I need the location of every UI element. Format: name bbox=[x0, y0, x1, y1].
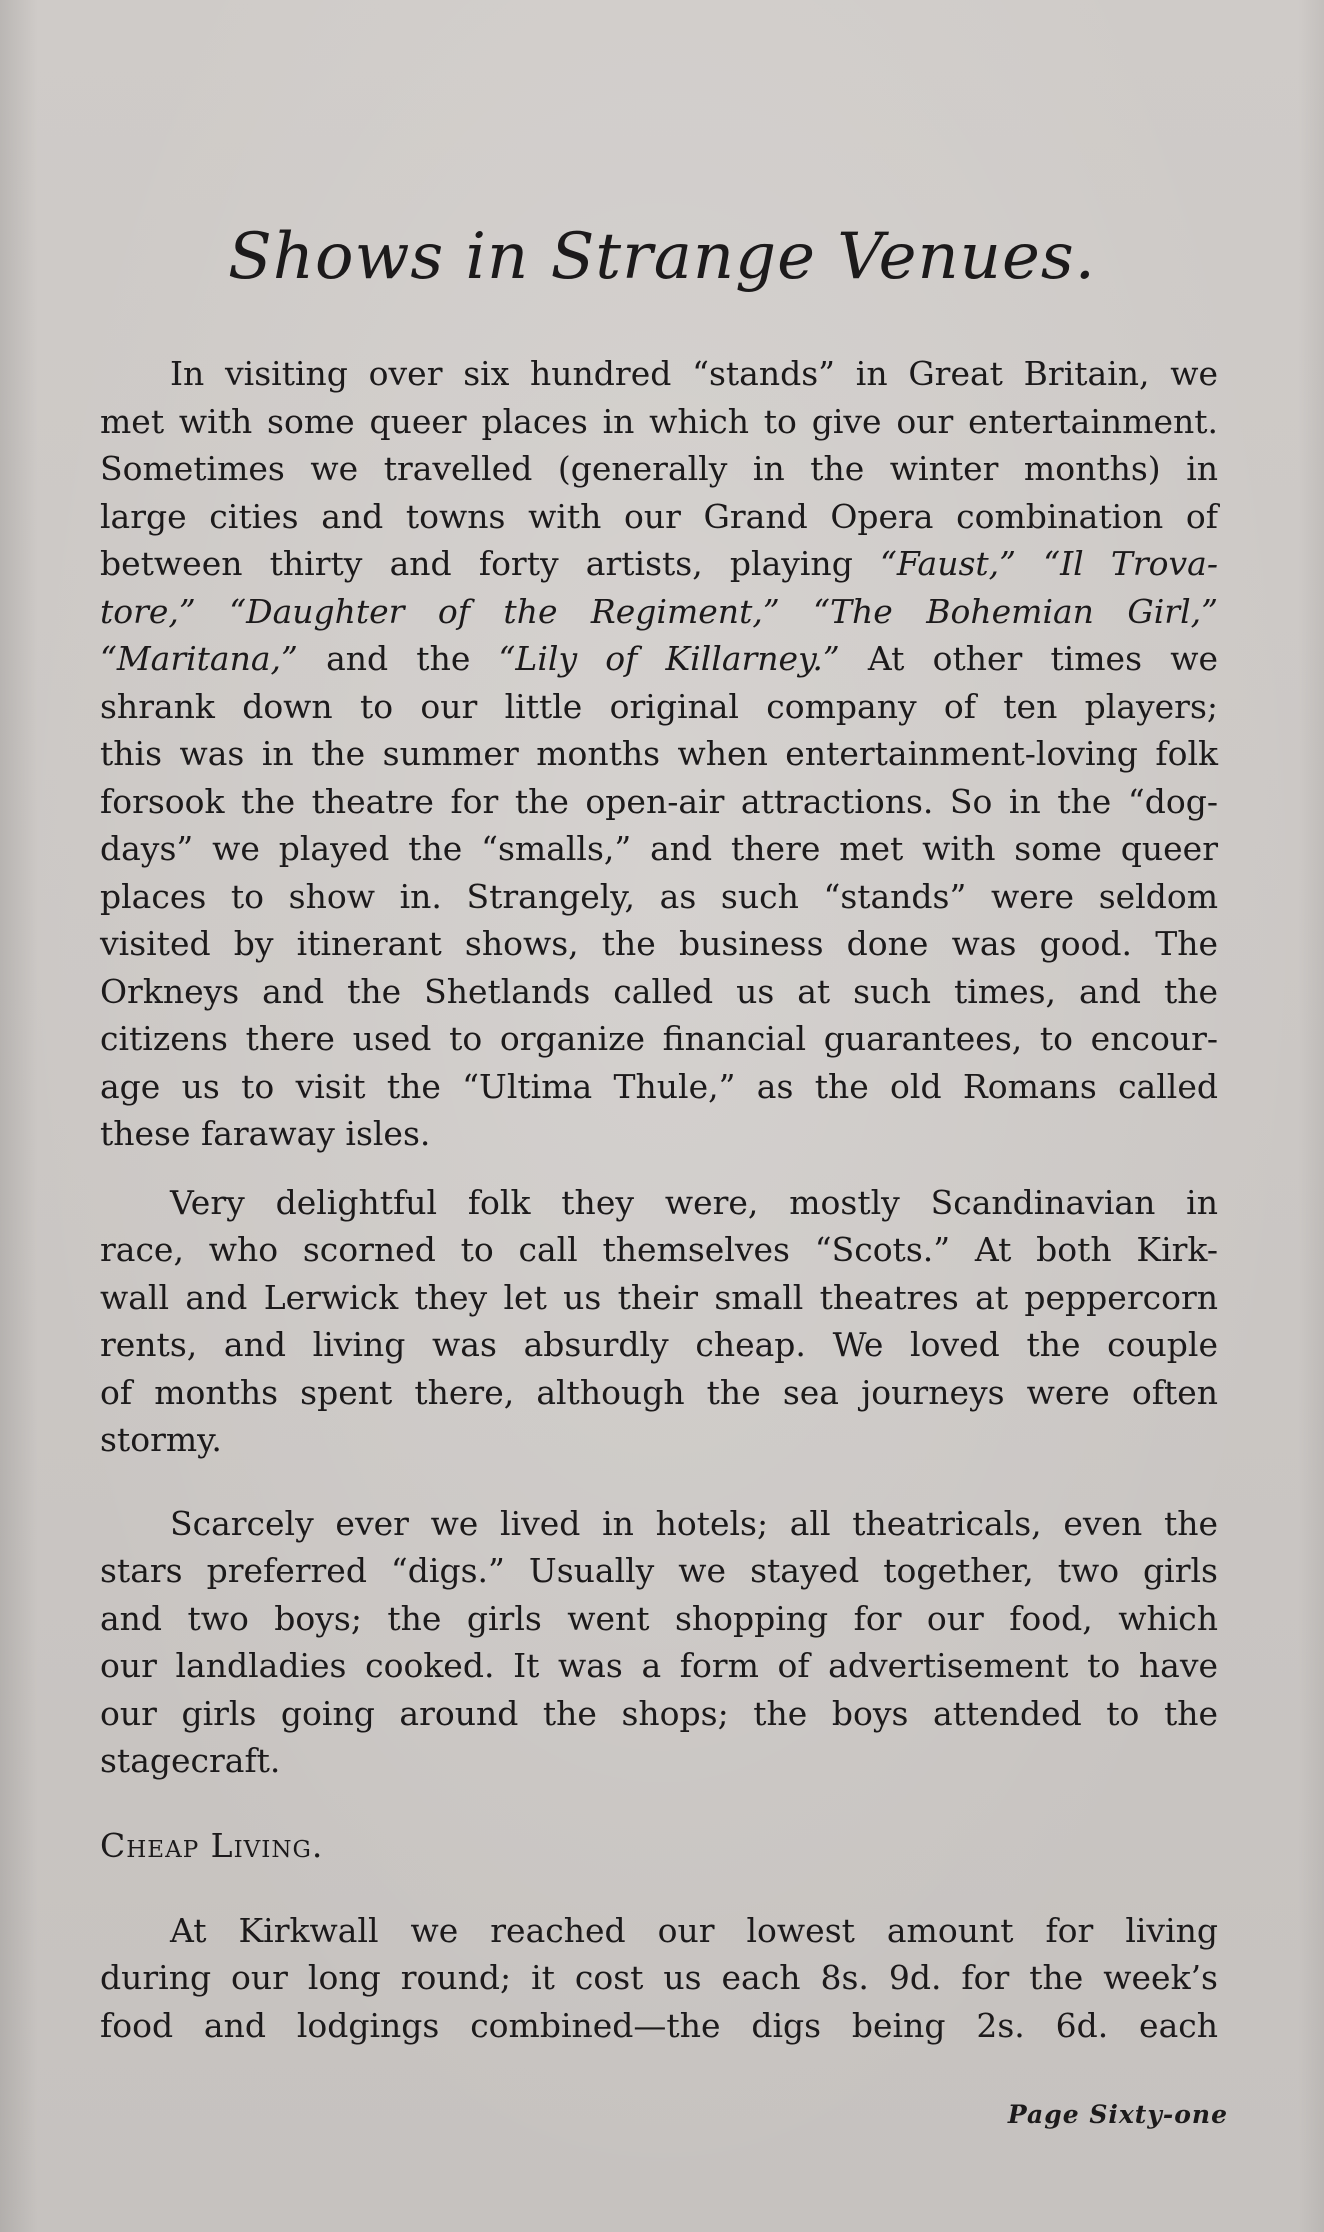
text-line: these faraway isles. bbox=[100, 1114, 431, 1153]
text-line: Orkneys and the Shetlands called us at such times, and the bbox=[100, 971, 1218, 1011]
text-line: rents, and living was absurdly cheap. We loved the couple bbox=[100, 1325, 1218, 1364]
text-line: during our long round; it cost us each 8s. 9d. for the week’s bbox=[100, 1958, 1218, 1997]
text-line: wall and Lerwick they let us their small theatres at peppercorn bbox=[100, 1277, 1218, 1317]
paragraph-gap bbox=[100, 1158, 1218, 1179]
text-line: citizens there used to organize financial guarantees, to encour- bbox=[100, 1019, 1218, 1058]
paragraph-gap bbox=[100, 1464, 1218, 1500]
text-line: our landladies cooked. It was a form of advertisement to have bbox=[100, 1646, 1218, 1685]
text-line: race, who scorned to call themselves “Scots.” At both Kirk- bbox=[100, 1230, 1218, 1269]
text-line: stars preferred “digs.” Usually we stayed together, two girls bbox=[100, 1551, 1218, 1590]
paragraph-gap bbox=[100, 1785, 1218, 1821]
text-line: and two boys; the girls went shopping for our food, which bbox=[100, 1598, 1218, 1638]
text-line: In visiting over six hundred “stands” in Great Britain, we bbox=[170, 354, 1218, 393]
text-line: Scarcely ever we lived in hotels; all theatricals, even the bbox=[170, 1503, 1218, 1543]
text-line: places to show in. Strangely, as such “stands” were seldom bbox=[100, 876, 1218, 916]
text-line bbox=[100, 540, 1218, 588]
text-line: forsook the theatre for the open-air attractions. So in the “dog- bbox=[100, 781, 1218, 821]
text-line: days” we played the “smalls,” and there met with some queer bbox=[100, 829, 1218, 868]
text-line: visited by itinerant shows, the business done was good. The bbox=[100, 924, 1218, 963]
text-line: this was in the summer months when entertainment-loving folk bbox=[100, 734, 1218, 773]
page-title: Shows in Strange Venues. bbox=[227, 220, 1097, 294]
italic-title-run: “Maritana,” bbox=[100, 639, 298, 678]
page-number: Page Sixty-one bbox=[1007, 2100, 1228, 2129]
italic-title-run: tore,” “Daughter of the Regiment,” “The Bohemian Girl,” bbox=[100, 591, 1218, 631]
text-line: stagecraft. bbox=[100, 1741, 281, 1780]
text-line: Very delightful folk they were, mostly Scandinavian in bbox=[170, 1182, 1218, 1222]
body-text bbox=[100, 350, 1218, 2049]
text-line: At Kirkwall we reached our lowest amount for living bbox=[170, 1910, 1218, 1950]
text-line: stormy. bbox=[100, 1420, 222, 1459]
text-run: At other times we bbox=[839, 639, 1218, 678]
italic-title-run: “Lily of Killarney.” bbox=[498, 639, 840, 678]
text-line: age us to visit the “Ultima Thule,” as the old Romans called bbox=[100, 1066, 1218, 1106]
text-run: and the bbox=[297, 639, 499, 678]
paragraph-gap bbox=[100, 1871, 1218, 1907]
text-line: our girls going around the shops; the boys attended to the bbox=[100, 1693, 1218, 1733]
italic-title-run: “Faust,” “Il Trova- bbox=[880, 544, 1218, 583]
text-line bbox=[100, 635, 1218, 683]
text-line: of months spent there, although the sea journeys were often bbox=[100, 1372, 1218, 1412]
text-line: shrank down to our little original company of ten players; bbox=[100, 686, 1218, 726]
text-line: large cities and towns with our Grand Opera combination of bbox=[100, 496, 1218, 536]
text-run: between thirty and forty artists, playing bbox=[100, 544, 881, 583]
text-line: food and lodgings combined—the digs being 2s. 6d. each bbox=[100, 2005, 1218, 2045]
section-heading: Cheap Living. bbox=[100, 1825, 324, 1865]
text-line bbox=[100, 588, 1218, 636]
text-line: met with some queer places in which to give our entertainment. bbox=[100, 401, 1218, 441]
text-line: Sometimes we travelled (generally in the winter months) in bbox=[100, 449, 1218, 488]
